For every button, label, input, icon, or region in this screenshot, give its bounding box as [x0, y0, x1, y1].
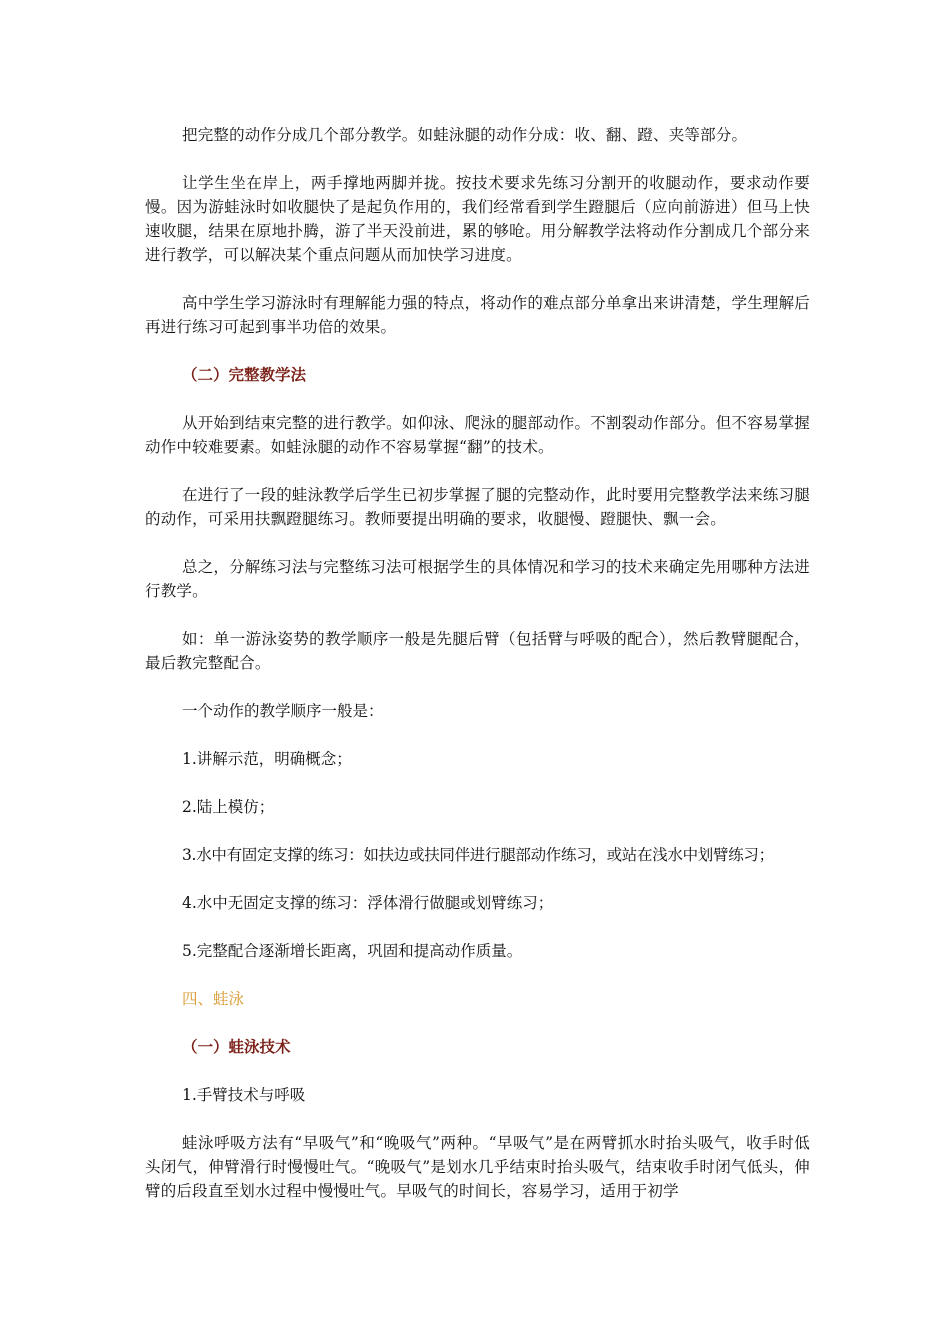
section-heading-breaststroke: 四、蛙泳 — [182, 990, 245, 1008]
paragraph-whole-method: 从开始到结束完整的进行教学。如仰泳、爬泳的腿部动作。不割裂动作部分。但不容易掌握动作中较难要素。如蛙泳腿的动作不容易掌握“翻”的技术。 — [145, 414, 811, 456]
heading-breaststroke-technique: （一）蛙泳技术 — [182, 1037, 291, 1056]
paragraph-summary: 总之，分解练习法与完整练习法可根据学生的具体情况和学习的技术来确定先用哪种方法进行教学。 — [145, 558, 811, 600]
list-item: 2.陆上模仿； — [182, 798, 275, 816]
list-item: 1.讲解示范，明确概念； — [182, 750, 352, 768]
list-item: 4.水中无固定支撑的练习：浮体滑行做腿或划臂练习； — [182, 894, 554, 912]
list-item: 3.水中有固定支撑的练习：如扶边或扶同伴进行腿部动作练习，或站在浅水中划臂练习； — [182, 846, 774, 864]
paragraph-decomposition-intro: 把完整的动作分成几个部分教学。如蛙泳腿的动作分成：收、翻、蹬、夹等部分。 — [182, 126, 748, 144]
heading-whole-method: （二）完整教学法 — [182, 365, 307, 384]
paragraph-action-order: 一个动作的教学顺序一般是： — [182, 702, 384, 720]
paragraph-teaching-order: 如：单一游泳姿势的教学顺序一般是先腿后臂（包括臂与呼吸的配合），然后教臂腿配合，最后教完整配合。 — [145, 630, 810, 672]
document-body — [145, 123, 810, 1203]
paragraph-whole-practice: 在进行了一段的蛙泳教学后学生已初步掌握了腿的完整动作，此时要用完整教学法来练习腿的动作，可采用扶飘蹬腿练习。教师要提出明确的要求，收腿慢、蹬腿快、飘一会。 — [145, 486, 811, 528]
paragraph-kick-practice: 让学生坐在岸上，两手撑地两脚并拢。按技术要求先练习分割开的收腿动作，要求动作要慢。因为游蛙泳时如收腿快了是起负作用的，我们经常看到学生蹬腿后（应向前游进）但马上快速收腿，结果在原地扑腾，游了半天没前进，累的够呛。用分解教学法将动作分割成几个部分来进行教学，可以解决某个重点问题从而加快学习进度。 — [145, 174, 810, 264]
paragraph-high-school: 高中学生学习游泳时有理解能力强的特点，将动作的难点部分单拿出来讲清楚，学生理解后再进行练习可起到事半功倍的效果。 — [145, 294, 811, 336]
paragraph-breathing: 蛙泳呼吸方法有“早吸气”和“晚吸气”两种。“早吸气”是在两臂抓水时抬头吸气，收手时低头闭气，伸臂滑行时慢慢吐气。“晚吸气”是划水几乎结束时抬头吸气，结束收手时闭气低头，伸臂的后段直至划水过程中慢慢吐气。早吸气的时间长，容易学习，适用于初学 — [145, 1134, 810, 1200]
list-item: 5.完整配合逐渐增长距离，巩固和提高动作质量。 — [182, 942, 523, 960]
subheading-arm-technique: 1.手臂技术与呼吸 — [182, 1086, 306, 1104]
